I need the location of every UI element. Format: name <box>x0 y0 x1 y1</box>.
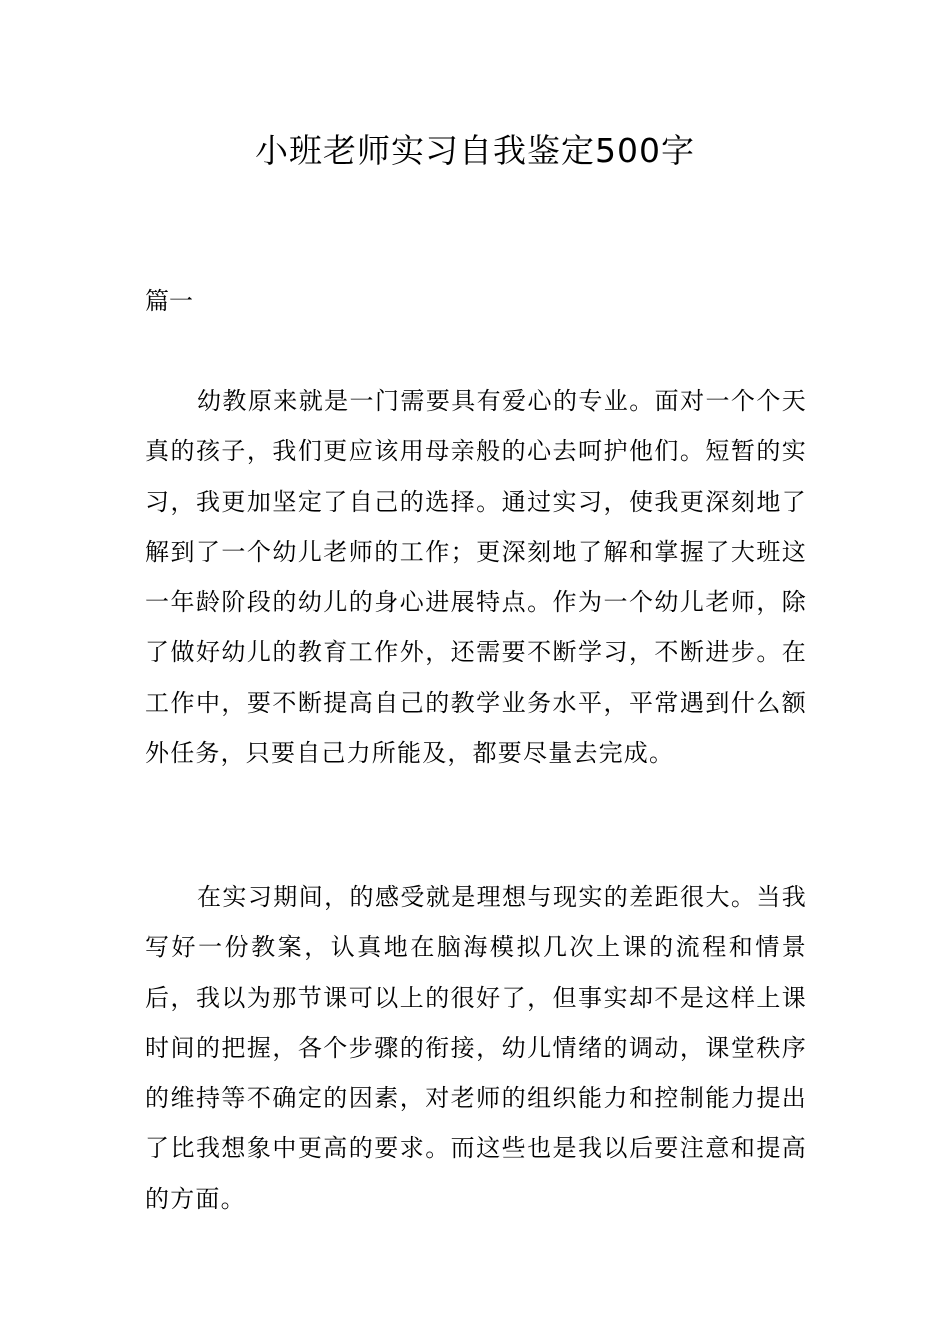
paragraph-1: 幼教原来就是一门需要具有爱心的专业。面对一个个天真的孩子，我们更应该用母亲般的心去呵护他们。短暂的实习，我更加坚定了自己的选择。通过实习，使我更深刻地了解到了一个幼儿老师的工作；更深刻地了解和掌握了大班这一年龄阶段的幼儿的身心进展特点。作为一个幼儿老师，除了做好幼儿的教育工作外，还需要不断学习，不断进步。在工作中，要不断提高自己的教学业务水平，平常遇到什么额外任务，只要自己力所能及，都要尽量去完成。 <box>145 387 807 768</box>
section-label: 篇一 <box>145 287 193 315</box>
paragraph-2: 在实习期间，的感受就是理想与现实的差距很大。当我写好一份教案，认真地在脑海模拟几次上课的流程和情景后，我以为那节课可以上的很好了，但事实却不是这样上课时间的把握，各个步骤的衔接，幼儿情绪的调动，课堂秩序的维持等不确定的因素，对老师的组织能力和控制能力提出了比我想象中更高的要求。而这些也是我以后要注意和提高的方面。 <box>145 883 807 1213</box>
document-title: 小班老师实习自我鉴定500字 <box>255 131 695 170</box>
